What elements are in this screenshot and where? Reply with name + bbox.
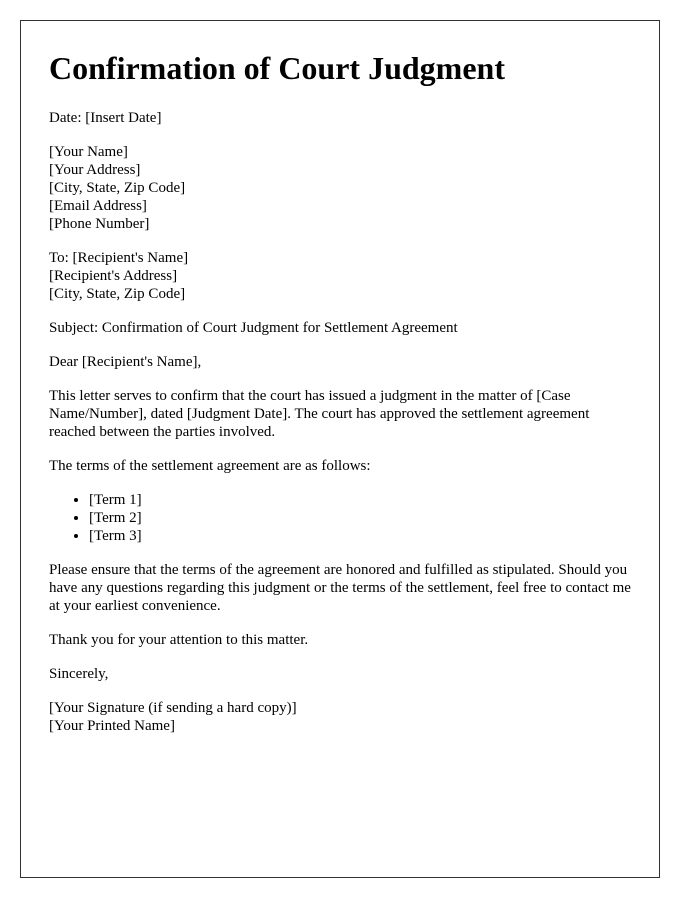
sender-block — [49, 143, 639, 233]
term-item: • [Term 3] — [89, 527, 639, 545]
sender-address: [Your Address] — [49, 162, 141, 178]
letter-title: Confirmation of Court Judgment — [49, 50, 505, 86]
body-request-paragraph: Please ensure that the terms of the agreement are honored and fulfilled as stipulated. Should you have any questions regarding this judgment or the terms of the settlement, feel free to contact me at your earliest convenience. — [49, 562, 631, 614]
recipient-address: [Recipient's Address] — [49, 268, 178, 284]
body-intro-paragraph: This letter serves to confirm that the court has issued a judgment in the matter of [Case Name/Number], dated [Judgment Date]. The court has approved the settlement agreement reached between the parties involved. — [49, 388, 590, 440]
subject-line: Subject: Confirmation of Court Judgment for Settlement Agreement — [49, 320, 458, 336]
closing-line: Sincerely, — [49, 666, 109, 682]
letter-content — [49, 49, 639, 751]
recipient-name: To: [Recipient's Name] — [49, 250, 189, 266]
signature-line: [Your Signature (if sending a hard copy)] — [49, 700, 297, 716]
sender-phone: [Phone Number] — [49, 216, 150, 232]
signature-block — [49, 699, 639, 735]
thanks-line: Thank you for your attention to this matter. — [49, 632, 309, 648]
recipient-city: [City, State, Zip Code] — [49, 286, 186, 302]
recipient-block — [49, 249, 639, 303]
date-line: Date: [Insert Date] — [49, 110, 162, 126]
letter-page — [20, 20, 660, 878]
salutation: Dear [Recipient's Name], — [49, 354, 202, 370]
sender-name: [Your Name] — [49, 144, 128, 160]
sender-city: [City, State, Zip Code] — [49, 180, 186, 196]
sender-email: [Email Address] — [49, 198, 147, 214]
term-item: • [Term 1] — [89, 491, 639, 509]
term-item: • [Term 2] — [89, 509, 639, 527]
terms-list — [49, 491, 639, 545]
printed-name-line: [Your Printed Name] — [49, 718, 175, 734]
terms-intro: The terms of the settlement agreement are as follows: — [49, 458, 371, 474]
